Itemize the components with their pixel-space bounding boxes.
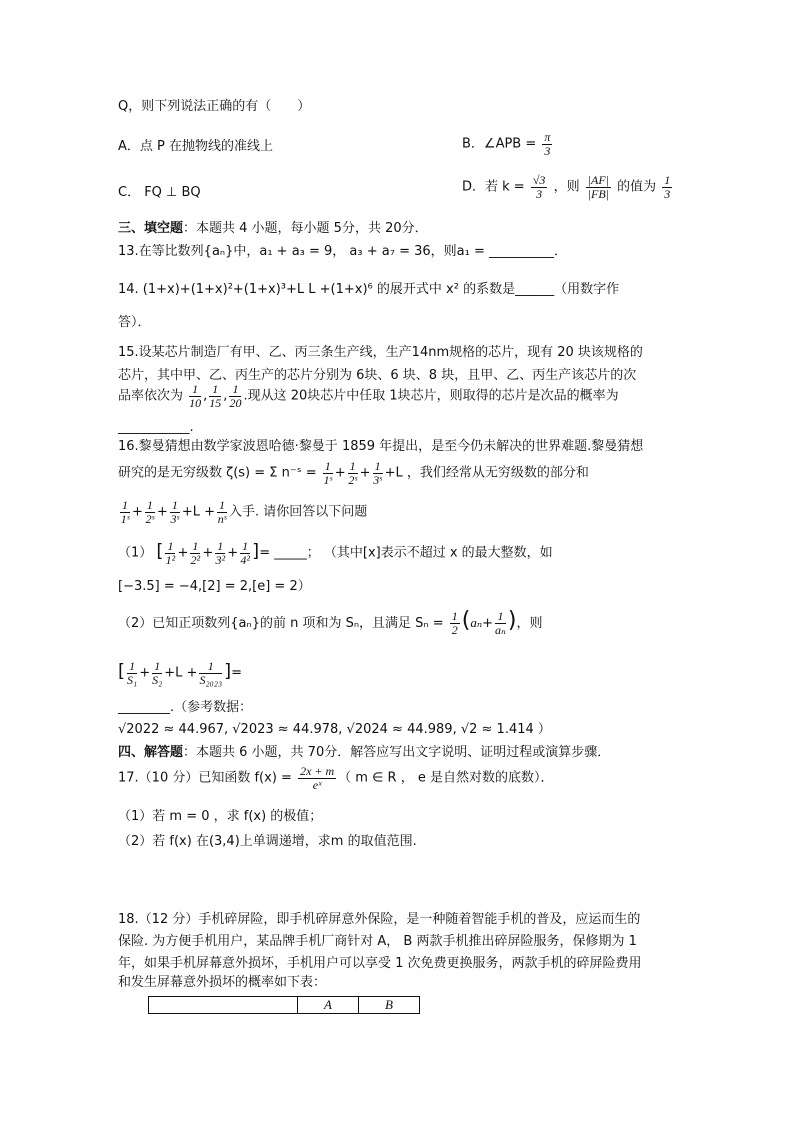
rate-1-numerator: 1 — [189, 383, 201, 397]
zeta-term-1: $\frac{1}{\text{1ˢ}}$ — [323, 459, 333, 487]
part1-term-2: $\frac{1}{\text{2²}}$ — [190, 539, 201, 567]
q12-option-a: A．点 P 在抛物线的准线上 — [118, 139, 273, 154]
q12-option-c: C． FQ ⊥ BQ — [118, 185, 201, 200]
q12-option-d-value — [662, 174, 672, 200]
part2-sum-tail: = — [231, 665, 243, 681]
q18-line4: 和发生屏幕意外损坏的概率如下表： — [118, 975, 327, 990]
zeta-definition: 研究的是无穷级数 ζ(s) = Σ n⁻ˢ = — [118, 465, 317, 481]
q17-numerator: 2x + m — [300, 764, 335, 778]
q12-option-d — [462, 174, 674, 200]
q12-option-b — [462, 131, 554, 157]
section4-heading-line — [118, 746, 610, 759]
reference-label: ________.（参考数据： — [118, 700, 253, 715]
q12-option-d-k-denominator: 3 — [536, 186, 543, 201]
partial-term-2: $\frac{1}{\text{2ˢ}}$ — [145, 498, 155, 526]
q12-option-d-prefix: D．若 k = — [462, 179, 525, 195]
zeta-line-suffix: +L ，我们经常从无穷级数的部分和 — [384, 465, 589, 481]
question-16-line1: 16.黎曼猜想由数学家波恩哈德·黎曼于 1859 年提出，是至今仍未解决的世界难题.黎曼猜想 — [118, 439, 644, 454]
question-16-line3: $\frac{1}{\text{1ˢ}}$ + $\frac{1}{\text{2ˢ}}$ + $\frac{1}{\text{3ˢ}}$ +L + $\frac{1}{\text{nˢ}}$ 入手. 请你回答以下问题 — [120, 498, 368, 526]
q17-denominator: eˣ — [312, 777, 322, 792]
q18-line3: 年，如果手机屏幕意外损坏，手机用户可以享受 1 次免费更换服务，两款手机的碎屏险费用 — [118, 956, 642, 971]
question-15-rates-prefix: 品率依次为 — [118, 388, 184, 404]
part1-note: （其中[x]表示不超过 x 的最大整数，如 — [323, 545, 553, 561]
q12-option-d-k-fraction — [531, 174, 548, 200]
q12-option-d-ratio-denominator: |FB| — [587, 186, 609, 201]
rate-3-numerator: 1 — [229, 383, 241, 397]
q12-option-d-mid: ，则 — [553, 179, 580, 195]
table-row — [149, 997, 420, 1014]
q17-part1: （1）若 m = 0 ，求 f(x) 的极值； — [118, 809, 323, 824]
section3-heading-line — [118, 222, 428, 235]
rate-3-denominator: 20 — [229, 395, 242, 410]
q12-option-b-prefix: B．∠APB = — [462, 136, 537, 152]
part1-term-3: $\frac{1}{\text{3²}}$ — [215, 539, 226, 567]
question-15-line1: 15.设某芯片制造厂有甲、乙、丙三条生产线，生产14nm规格的芯片，现有 20 块该规格的 — [118, 345, 643, 360]
question-15-line3: 品率依次为 $\frac{1}{10}$ , $\frac{1}{15}$ , $\frac{1}{20}$ .现从这 20块芯片中任取 1块芯片，则取得的芯片是次品的概率为 — [118, 382, 619, 410]
q18-table — [148, 996, 420, 1014]
part2-label: （2）已知正项数列{aₙ}的前 n 项和为 Sₙ，且满足 Sₙ = — [118, 616, 444, 631]
q18-line2: 保险. 为方便手机用户，某品牌手机厂商针对 A， B 两款手机推出碎屏险服务，保修期为 1 — [118, 934, 637, 949]
part2-half: $\frac{1}{2}$ — [451, 609, 458, 637]
rate-fraction-1 — [189, 383, 201, 409]
sum-term-1: $\frac{1}{\text{S₁}}$ — [127, 659, 138, 687]
partial-term-3: $\frac{1}{\text{3ˢ}}$ — [170, 498, 180, 526]
q12-option-d-k-numerator: √3 — [532, 173, 546, 187]
part1-term-1: $\frac{1}{\text{1²}}$ — [165, 539, 176, 567]
zeta-term-3: $\frac{1}{\text{3ˢ}}$ — [373, 459, 382, 487]
sum-term-2023: $\frac{1}{\text{S₂₀₂₃}}$ — [199, 659, 223, 687]
rate-fraction-3 — [229, 383, 241, 409]
q17-function-fraction — [298, 765, 336, 791]
sum-term-2: $\frac{1}{\text{S₂}}$ — [152, 659, 163, 687]
q12-option-b-fraction — [542, 131, 552, 157]
q12-stem-tail: Q，则下列说法正确的有（ ） — [118, 99, 311, 114]
part1-term-4: $\frac{1}{\text{4²}}$ — [240, 539, 250, 567]
section3-heading: 三、填空题 — [118, 221, 184, 236]
section3-description: ：本题共 4 小题，每小题 5分，共 20分． — [183, 221, 428, 236]
question-16-part2: （2）已知正项数列{aₙ}的前 n 项和为 Sₙ，且满足 Sₙ = $\frac{1}{2}$ (aₙ+ $\frac{1}{\text{aₙ}}$ )，则 — [118, 608, 543, 637]
question-16-part2-sum: [ $\frac{1}{\text{S₁}}$ + $\frac{1}{\text{S₂}}$ +L + $\frac{1}{\text{S₂₀₂₃}}$ ]= — [118, 659, 243, 687]
question-16-line3-tail: 入手. 请你回答以下问题 — [228, 504, 368, 520]
question-15-rates-suffix: .现从这 20块芯片中任取 1块芯片，则取得的芯片是次品的概率为 — [243, 388, 619, 404]
question-17 — [118, 765, 553, 791]
rate-2-numerator: 1 — [209, 383, 221, 397]
part1-blank: = _____； — [259, 545, 320, 561]
section4-heading: 四、解答题 — [118, 745, 184, 760]
reference-values: √2022 ≈ 44.967, √2023 ≈ 44.978, √2024 ≈ 44.989, √2 ≈ 1.414 ） — [118, 722, 551, 737]
partial-term-n: $\frac{1}{\text{nˢ}}$ — [217, 498, 227, 526]
q12-option-b-numerator: π — [544, 130, 551, 144]
partial-sum-ellipsis: +L + — [181, 504, 215, 520]
rate-1-denominator: 10 — [189, 395, 202, 410]
q12-option-b-denominator: 3 — [544, 143, 551, 158]
q12-option-d-ratio-numerator: |AF| — [587, 173, 609, 187]
table-header-cell — [149, 997, 298, 1014]
part2-tail: ，则 — [516, 616, 543, 631]
question-13: 13.在等比数列{aₙ}中，a₁ + a₃ = 9， a₃ + a₇ = 36，则a₁ = __________． — [118, 244, 567, 259]
q17-part2: （2）若 f(x) 在(3,4)上单调递增，求m 的取值范围. — [118, 834, 417, 849]
question-14-line2: 答）． — [118, 315, 151, 330]
question-16-part1-example: [−3.5] = −4,[2] = 2,[e] = 2） — [118, 579, 311, 594]
q12-option-d-after: 的值为 — [617, 179, 657, 195]
zeta-term-2: $\frac{1}{\text{2ˢ}}$ — [348, 459, 357, 487]
question-15-line4: ___________. — [118, 420, 194, 435]
question-14-line1: 14. (1+x)+(1+x)²+(1+x)³+L L +(1+x)⁶ 的展开式中 x² 的系数是______（用数字作 — [118, 282, 620, 297]
q12-option-d-ratio — [586, 174, 611, 200]
question-16-part1: （1） [ $\frac{1}{\text{1²}}$ + $\frac{1}{\text{2²}}$ + $\frac{1}{\text{3²}}$ + $\frac{1}{\text{4²}}$ ]= _____； （其中[x]表示不超过 x 的最大整数，如 — [118, 539, 553, 567]
q12-option-d-value-denominator: 3 — [664, 186, 671, 201]
part1-label: （1） — [118, 545, 153, 561]
q17-prefix: 17.（10 分）已知函数 f(x) = — [118, 770, 292, 786]
question-16-line2: 研究的是无穷级数 ζ(s) = Σ n⁻ˢ = $\frac{1}{\text{1ˢ}}$ + $\frac{1}{\text{2ˢ}}$ + $\frac{1}{\text{3ˢ}}$ +L ，我们经常从无穷级数的部分和 — [118, 459, 589, 487]
rate-fraction-2 — [209, 383, 221, 409]
question-15-line2: 芯片，其中甲、乙、丙生产的芯片分别为 6块、6 块、8 块，且甲、乙、丙生产该芯片的次 — [118, 368, 637, 383]
q18-line1: 18.（12 分）手机碎屏险，即手机碎屏意外保险，是一种随着智能手机的普及，应运而生的 — [118, 912, 641, 927]
table-header-a: A — [298, 997, 359, 1014]
part2-reciprocal: $\frac{1}{\text{aₙ}}$ — [495, 609, 506, 637]
section4-description: ：本题共 6 小题，共 70分．解答应写出文字说明、证明过程或演算步骤． — [183, 745, 611, 760]
rate-2-denominator: 15 — [209, 395, 222, 410]
table-header-b: B — [359, 997, 420, 1014]
partial-term-1: $\frac{1}{\text{1ˢ}}$ — [120, 498, 130, 526]
q17-suffix: （ m ∈ R ， e 是自然对数的底数）． — [338, 770, 554, 786]
q12-option-d-value-numerator: 1 — [664, 173, 671, 187]
